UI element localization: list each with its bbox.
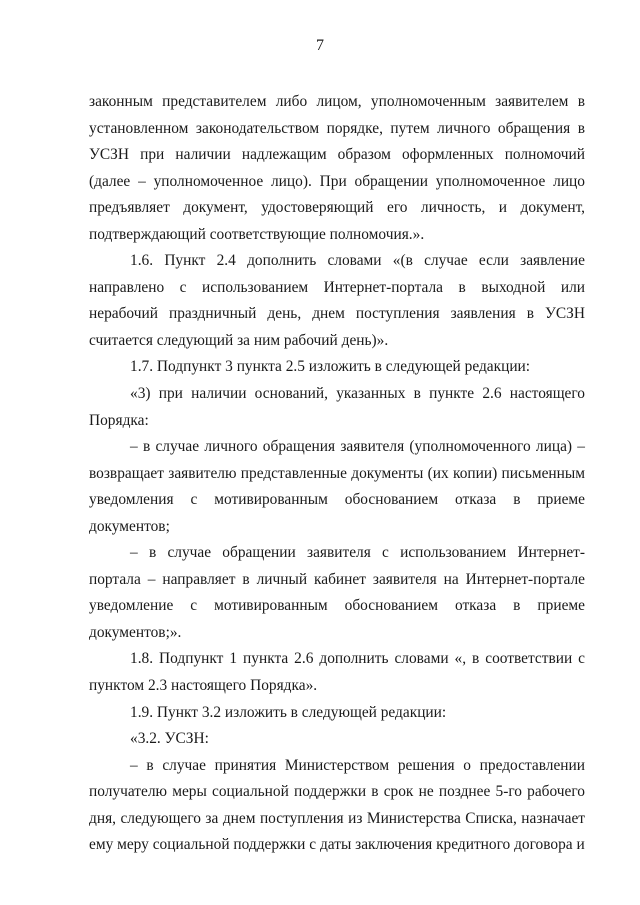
paragraph-ministry-decision: – в случае принятия Министерством решения о предоставлении получателю меры социальной поддержки в срок не позднее 5-го рабочего дня, следующего за днем поступления из Министерства Списка, назначает ему меру социальной поддержки с даты заключения кредитного договора и xyxy=(89,756,585,854)
paragraph-3-2: «3.2. УСЗН: xyxy=(130,730,209,748)
paragraph-continuation: законным представителем либо лицом, уполномоченным заявителем в установленном законодательством порядке, путем личного обращения в УСЗН при наличии надлежащим образом оформленных полномочий (далее – уполномоченное лицо). При обращении уполномоченное лицо предъявляет документ, удостоверяющий его личность, и документ, подтверждающий соответствующие полномочия.». xyxy=(89,93,585,243)
paragraph-1-8: 1.8. Подпункт 1 пункта 2.6 дополнить словами «, в соответствии с пунктом 2.3 настоящего Порядка». xyxy=(89,650,585,695)
document-body xyxy=(89,89,585,859)
paragraph-1-7: 1.7. Подпункт 3 пункта 2.5 изложить в следующей редакции: xyxy=(130,358,531,376)
paragraph-subitem-3: «3) при наличии оснований, указанных в пункте 2.6 настоящего Порядка: xyxy=(89,385,585,429)
paragraph-personal-appeal: – в случае личного обращения заявителя (уполномоченного лица) – возвращает заявителю представленные документы (их копии) письменным уведомления с мотивированным обоснованием отказа в приеме документов; xyxy=(89,438,585,535)
paragraph-1-9: 1.9. Пункт 3.2 изложить в следующей редакции: xyxy=(130,703,447,721)
page-number: 7 xyxy=(316,37,324,54)
paragraph-internet-portal: – в случае обращении заявителя с использованием Интернет-портала – направляет в личный кабинет заявителя на Интернет-портале уведомление с мотивированным обоснованием отказа в приеме документов;». xyxy=(89,544,585,641)
paragraph-1-6: 1.6. Пункт 2.4 дополнить словами «(в случае если заявление направлено с использованием Интернет-портала в выходной или нерабочий праздничный день, днем поступления заявления в УСЗН считается следующий за ним рабочий день)». xyxy=(89,252,585,349)
